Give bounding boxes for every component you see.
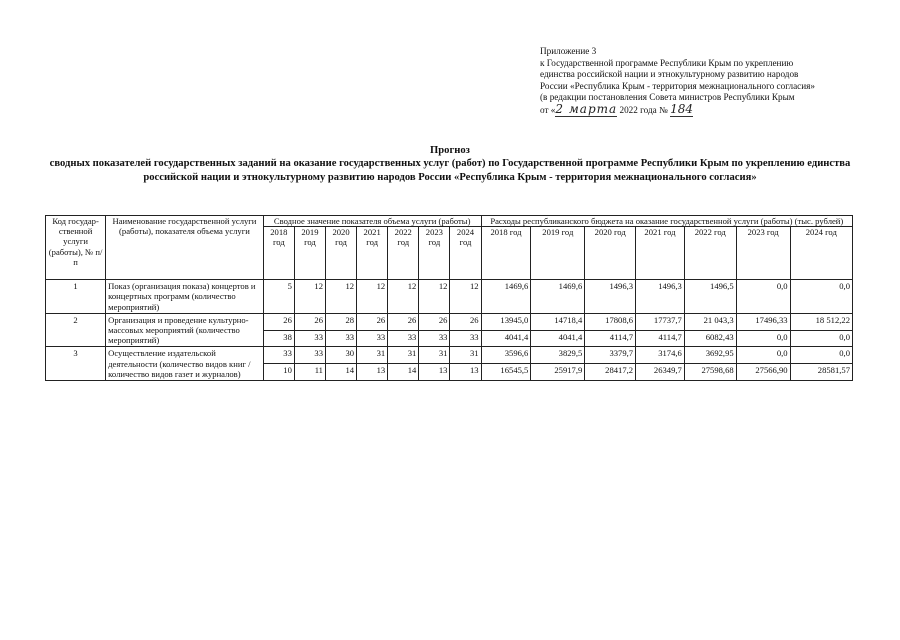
table-row bbox=[46, 313, 853, 330]
expense-cell: 4114,7 bbox=[585, 330, 636, 347]
volume-cell: 26 bbox=[450, 313, 481, 330]
volume-cell: 26 bbox=[294, 313, 325, 330]
header-expenses-year: 2019 год bbox=[531, 227, 585, 280]
expense-cell: 17808,6 bbox=[585, 313, 636, 330]
row-code: 2 bbox=[46, 313, 106, 347]
expense-cell: 28581,57 bbox=[790, 364, 852, 381]
volume-cell: 13 bbox=[450, 364, 481, 381]
row-name: Осуществление издательской деятельности (количество видов книг / количество видов газет и журналов) bbox=[106, 347, 264, 381]
handwritten-number: 184 bbox=[670, 101, 694, 116]
volume-cell: 31 bbox=[357, 347, 388, 364]
header-volume-year: 2021 год bbox=[357, 227, 388, 280]
row-name: Показ (организация показа) концертов и концертных программ (количество мероприятий) bbox=[106, 280, 264, 314]
volume-cell: 31 bbox=[388, 347, 419, 364]
volume-cell: 12 bbox=[388, 280, 419, 314]
volume-cell: 12 bbox=[357, 280, 388, 314]
annex-line-3: единства российской нации и этнокультурному развитию народов bbox=[540, 69, 799, 80]
volume-cell: 33 bbox=[419, 330, 450, 347]
header-volume-year: 2024 год bbox=[450, 227, 481, 280]
volume-cell: 28 bbox=[325, 313, 356, 330]
expense-cell: 1496,5 bbox=[684, 280, 736, 314]
volume-cell: 33 bbox=[450, 330, 481, 347]
annex-line-5: (в редакции постановления Совета министров Республики Крым bbox=[540, 92, 795, 103]
volume-cell: 30 bbox=[325, 347, 356, 364]
volume-cell: 26 bbox=[388, 313, 419, 330]
expense-cell: 25917,9 bbox=[531, 364, 585, 381]
expense-cell: 27566,90 bbox=[736, 364, 790, 381]
expense-cell: 4041,4 bbox=[531, 330, 585, 347]
header-volume-year: 2023 год bbox=[419, 227, 450, 280]
header-code: Код государ-ственной услуги (работы), № п/п bbox=[46, 216, 106, 280]
volume-cell: 33 bbox=[357, 330, 388, 347]
expense-cell: 17737,7 bbox=[636, 313, 685, 330]
expense-cell: 14718,4 bbox=[531, 313, 585, 330]
header-expenses-year: 2021 год bbox=[636, 227, 685, 280]
expense-cell: 0,0 bbox=[736, 347, 790, 364]
expense-cell: 16545,5 bbox=[481, 364, 531, 381]
volume-cell: 26 bbox=[263, 313, 294, 330]
expense-cell: 3174,6 bbox=[636, 347, 685, 364]
annex-line-1: Приложение 3 bbox=[540, 46, 597, 56]
expense-cell: 0,0 bbox=[790, 330, 852, 347]
header-expenses-year: 2024 год bbox=[790, 227, 852, 280]
header-expenses-year: 2023 год bbox=[736, 227, 790, 280]
header-volume-year: 2020 год bbox=[325, 227, 356, 280]
volume-cell: 12 bbox=[294, 280, 325, 314]
title-line-2: сводных показателей государственных заданий на оказание государственных услуг (работ) по Государственной программе Республики Крым по укреплению единства российской нации и этнокультурному развитию народов России «Республика Крым - территория межнационального согласия» bbox=[49, 158, 851, 183]
header-volume-year: 2022 год bbox=[388, 227, 419, 280]
document-title bbox=[30, 144, 870, 184]
volume-cell: 14 bbox=[325, 364, 356, 381]
expense-cell: 3829,5 bbox=[531, 347, 585, 364]
expense-cell: 13945,0 bbox=[481, 313, 531, 330]
expense-cell: 0,0 bbox=[736, 280, 790, 314]
volume-cell: 33 bbox=[388, 330, 419, 347]
volume-cell: 38 bbox=[263, 330, 294, 347]
header-expenses-group: Расходы республиканского бюджета на оказание государственной услуги (работы) (тыс. рублей) bbox=[481, 216, 852, 227]
title-line-1: Прогноз bbox=[430, 145, 470, 156]
header-volume-group: Сводное значение показателя объема услуги (работы) bbox=[263, 216, 481, 227]
volume-cell: 31 bbox=[450, 347, 481, 364]
annex-year-text: 2022 года № bbox=[619, 104, 668, 115]
expense-cell: 4114,7 bbox=[636, 330, 685, 347]
expense-cell: 3596,6 bbox=[481, 347, 531, 364]
expense-cell: 0,0 bbox=[790, 280, 852, 314]
volume-cell: 12 bbox=[325, 280, 356, 314]
expense-cell: 26349,7 bbox=[636, 364, 685, 381]
expense-cell: 17496,33 bbox=[736, 313, 790, 330]
volume-cell: 31 bbox=[419, 347, 450, 364]
volume-cell: 5 bbox=[263, 280, 294, 314]
header-name: Наименование государственной услуги (работы), показателя объема услуги bbox=[106, 216, 264, 280]
header-volume-year: 2019 год bbox=[294, 227, 325, 280]
forecast-table bbox=[45, 215, 853, 381]
handwritten-date: 2 марта bbox=[555, 101, 618, 116]
expense-cell: 0,0 bbox=[736, 330, 790, 347]
expense-cell: 3692,95 bbox=[684, 347, 736, 364]
volume-cell: 13 bbox=[357, 364, 388, 381]
volume-cell: 33 bbox=[263, 347, 294, 364]
row-code: 1 bbox=[46, 280, 106, 314]
table-row bbox=[46, 347, 853, 364]
volume-cell: 33 bbox=[294, 347, 325, 364]
volume-cell: 33 bbox=[325, 330, 356, 347]
expense-cell: 6082,43 bbox=[684, 330, 736, 347]
header-row-1 bbox=[46, 216, 853, 227]
expense-cell: 1496,3 bbox=[585, 280, 636, 314]
row-code: 3 bbox=[46, 347, 106, 381]
expense-cell: 27598,68 bbox=[684, 364, 736, 381]
volume-cell: 26 bbox=[419, 313, 450, 330]
volume-cell: 13 bbox=[419, 364, 450, 381]
expense-cell: 1496,3 bbox=[636, 280, 685, 314]
annex-line-2: к Государственной программе Республики Крым по укреплению bbox=[540, 57, 794, 68]
header-expenses-year: 2022 год bbox=[684, 227, 736, 280]
volume-cell: 14 bbox=[388, 364, 419, 381]
expense-cell: 18 512,22 bbox=[790, 313, 852, 330]
annex-from-prefix: от « bbox=[540, 104, 556, 115]
volume-cell: 10 bbox=[263, 364, 294, 381]
annex-block bbox=[540, 46, 880, 117]
header-volume-year: 2018 год bbox=[263, 227, 294, 280]
volume-cell: 12 bbox=[419, 280, 450, 314]
volume-cell: 26 bbox=[357, 313, 388, 330]
volume-cell: 12 bbox=[450, 280, 481, 314]
expense-cell: 1469,6 bbox=[531, 280, 585, 314]
expense-cell: 28417,2 bbox=[585, 364, 636, 381]
table-row bbox=[46, 280, 853, 314]
header-expenses-year: 2020 год bbox=[585, 227, 636, 280]
volume-cell: 11 bbox=[294, 364, 325, 381]
annex-line-4: России «Республика Крым - территория межнационального согласия» bbox=[540, 80, 815, 91]
volume-cell: 33 bbox=[294, 330, 325, 347]
expense-cell: 1469,6 bbox=[481, 280, 531, 314]
expense-cell: 3379,7 bbox=[585, 347, 636, 364]
expense-cell: 4041,4 bbox=[481, 330, 531, 347]
expense-cell: 21 043,3 bbox=[684, 313, 736, 330]
annex-date-line bbox=[540, 101, 880, 117]
row-name: Организация и проведение культурно-массовых мероприятий (количество мероприятий) bbox=[106, 313, 264, 347]
header-expenses-year: 2018 год bbox=[481, 227, 531, 280]
expense-cell: 0,0 bbox=[790, 347, 852, 364]
